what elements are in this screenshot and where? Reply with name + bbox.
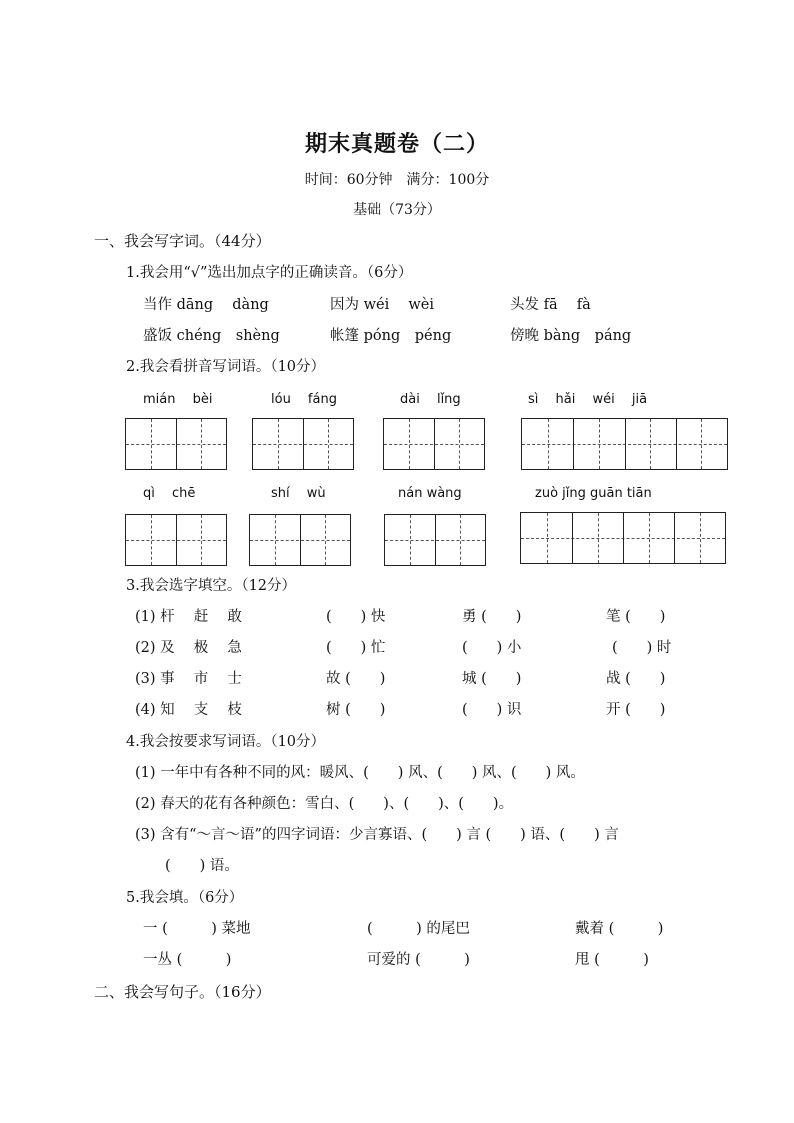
q4-line-3: (3) 含有“～言～语”的四字词语：少言寡语、( ) 言 ( ) 语、( ) 言 [135, 827, 619, 843]
grid-cell-divider [573, 419, 574, 469]
grid-cell-divider [303, 419, 304, 469]
q3-r4-c3: ( ) 识 [462, 702, 522, 718]
grid-cell-midline [275, 515, 276, 565]
grid-cell-midline [410, 515, 411, 565]
grid-cell-midline [700, 513, 701, 563]
writing-grid[interactable] [521, 418, 728, 470]
grid-cell-midline [325, 515, 326, 565]
q1-r2-c3: 傍晚 bàng páng [510, 328, 632, 344]
q3-r2-c2: ( ) 忙 [326, 640, 386, 656]
section-2-heading: 二、我会写句子。（16分） [94, 983, 271, 1001]
section-1-heading: 一、我会写字词。（44分） [94, 232, 271, 250]
q1-title: 1.我会用“√”选出加点字的正确读音。（6分） [126, 265, 413, 281]
grid-cell-divider [623, 513, 624, 563]
q5-r1-c3: 戴着 ( ) [575, 921, 664, 937]
grid-cell-midline [278, 419, 279, 469]
grid-cell-midline [598, 513, 599, 563]
grid-cell-midline [151, 419, 152, 469]
grid-cell-divider [434, 419, 435, 469]
q3-r3-c3: 城 ( ) [462, 671, 522, 687]
grid-cell-divider [176, 419, 177, 469]
q3-r1-c4: 笔 ( ) [606, 609, 666, 625]
q1-r1-c1: 当作 dāng dàng [143, 297, 269, 313]
q5-r1-c1: 一 ( ) 菜地 [143, 921, 251, 937]
q2-pinyin-2: lóu fáng [271, 392, 337, 407]
grid-cell-divider [674, 513, 675, 563]
q4-line-1: (1) 一年中有各种不同的风：暖风、( ) 风、( ) 风、( ) 风。 [135, 765, 585, 781]
q5-r2-c3: 甩 ( ) [575, 952, 649, 968]
grid-cell-midline [409, 419, 410, 469]
q5-title: 5.我会填。（6分） [126, 890, 244, 906]
writing-grid[interactable] [252, 418, 354, 470]
grid-cell-midline [649, 513, 650, 563]
q1-r2-c1: 盛饭 chéng shèng [143, 328, 280, 344]
grid-cell-divider [300, 515, 301, 565]
q2-pinyin-4: sì hǎi wéi jiā [528, 392, 648, 407]
q1-r1-c2: 因为 wéi wèi [330, 297, 434, 313]
page-title: 期末真题卷（二） [304, 131, 489, 157]
writing-grid[interactable] [520, 512, 726, 564]
writing-grid[interactable] [383, 418, 485, 470]
q2-pinyin-7: nán wàng [398, 486, 462, 501]
q5-r2-c1: 一丛 ( ) [143, 952, 232, 968]
q5-r2-c2: 可爱的 ( ) [367, 952, 470, 968]
grid-cell-midline [599, 419, 600, 469]
q4-line-2: (2) 春天的花有各种颜色：雪白、( )、( )、( )。 [135, 796, 514, 812]
q1-r2-c2: 帐篷 póng péng [330, 328, 452, 344]
grid-cell-midline [650, 419, 651, 469]
grid-cell-midline [459, 419, 460, 469]
grid-cell-divider [572, 513, 573, 563]
q2-pinyin-5: qì chē [143, 486, 196, 501]
q3-r1-c2: ( ) 快 [326, 609, 386, 625]
q3-r4-c2: 树 ( ) [326, 702, 386, 718]
q3-r2-c3: ( ) 小 [462, 640, 522, 656]
grid-cell-midline [201, 515, 202, 565]
q3-r2-c4: ( ) 时 [612, 640, 672, 656]
grid-cell-divider [676, 419, 677, 469]
q2-pinyin-1: mián bèi [143, 392, 213, 407]
q2-pinyin-6: shí wù [271, 486, 326, 501]
q3-r3-c1: (3) 事 市 士 [135, 671, 242, 687]
grid-cell-midline [701, 419, 702, 469]
grid-cell-midline [548, 419, 549, 469]
grid-cell-midline [460, 515, 461, 565]
grid-cell-divider [435, 515, 436, 565]
q3-title: 3.我会选字填空。（12分） [126, 578, 297, 594]
q3-r1-c3: 勇 ( ) [462, 609, 522, 625]
q3-r3-c2: 故 ( ) [326, 671, 386, 687]
grid-cell-midline [151, 515, 152, 565]
writing-grid[interactable] [125, 418, 227, 470]
grid-cell-midline [201, 419, 202, 469]
part-heading: 基础（73分） [353, 202, 441, 218]
q3-r2-c1: (2) 及 极 急 [135, 640, 242, 656]
q2-title: 2.我会看拼音写词语。（10分） [126, 359, 326, 375]
q2-pinyin-3: dài lǐng [400, 392, 461, 407]
q2-pinyin-8: zuò jǐng guān tiān [535, 486, 652, 501]
writing-grid[interactable] [249, 514, 351, 566]
q4-line-4: ( ) 语。 [165, 858, 239, 874]
grid-cell-midline [547, 513, 548, 563]
q4-title: 4.我会按要求写词语。（10分） [126, 734, 326, 750]
q3-r4-c4: 开 ( ) [606, 702, 666, 718]
q1-r1-c3: 头发 fā fà [510, 297, 591, 313]
exam-meta: 时间：60分钟 满分：100分 [304, 172, 490, 188]
grid-cell-divider [176, 515, 177, 565]
writing-grid[interactable] [384, 514, 486, 566]
grid-cell-midline [328, 419, 329, 469]
writing-grid[interactable] [125, 514, 227, 566]
q3-r3-c4: 战 ( ) [606, 671, 666, 687]
q5-r1-c2: ( ) 的尾巴 [367, 921, 470, 937]
q3-r4-c1: (4) 知 支 枝 [135, 702, 242, 718]
q3-r1-c1: (1) 杆 赶 敢 [135, 609, 242, 625]
grid-cell-divider [625, 419, 626, 469]
